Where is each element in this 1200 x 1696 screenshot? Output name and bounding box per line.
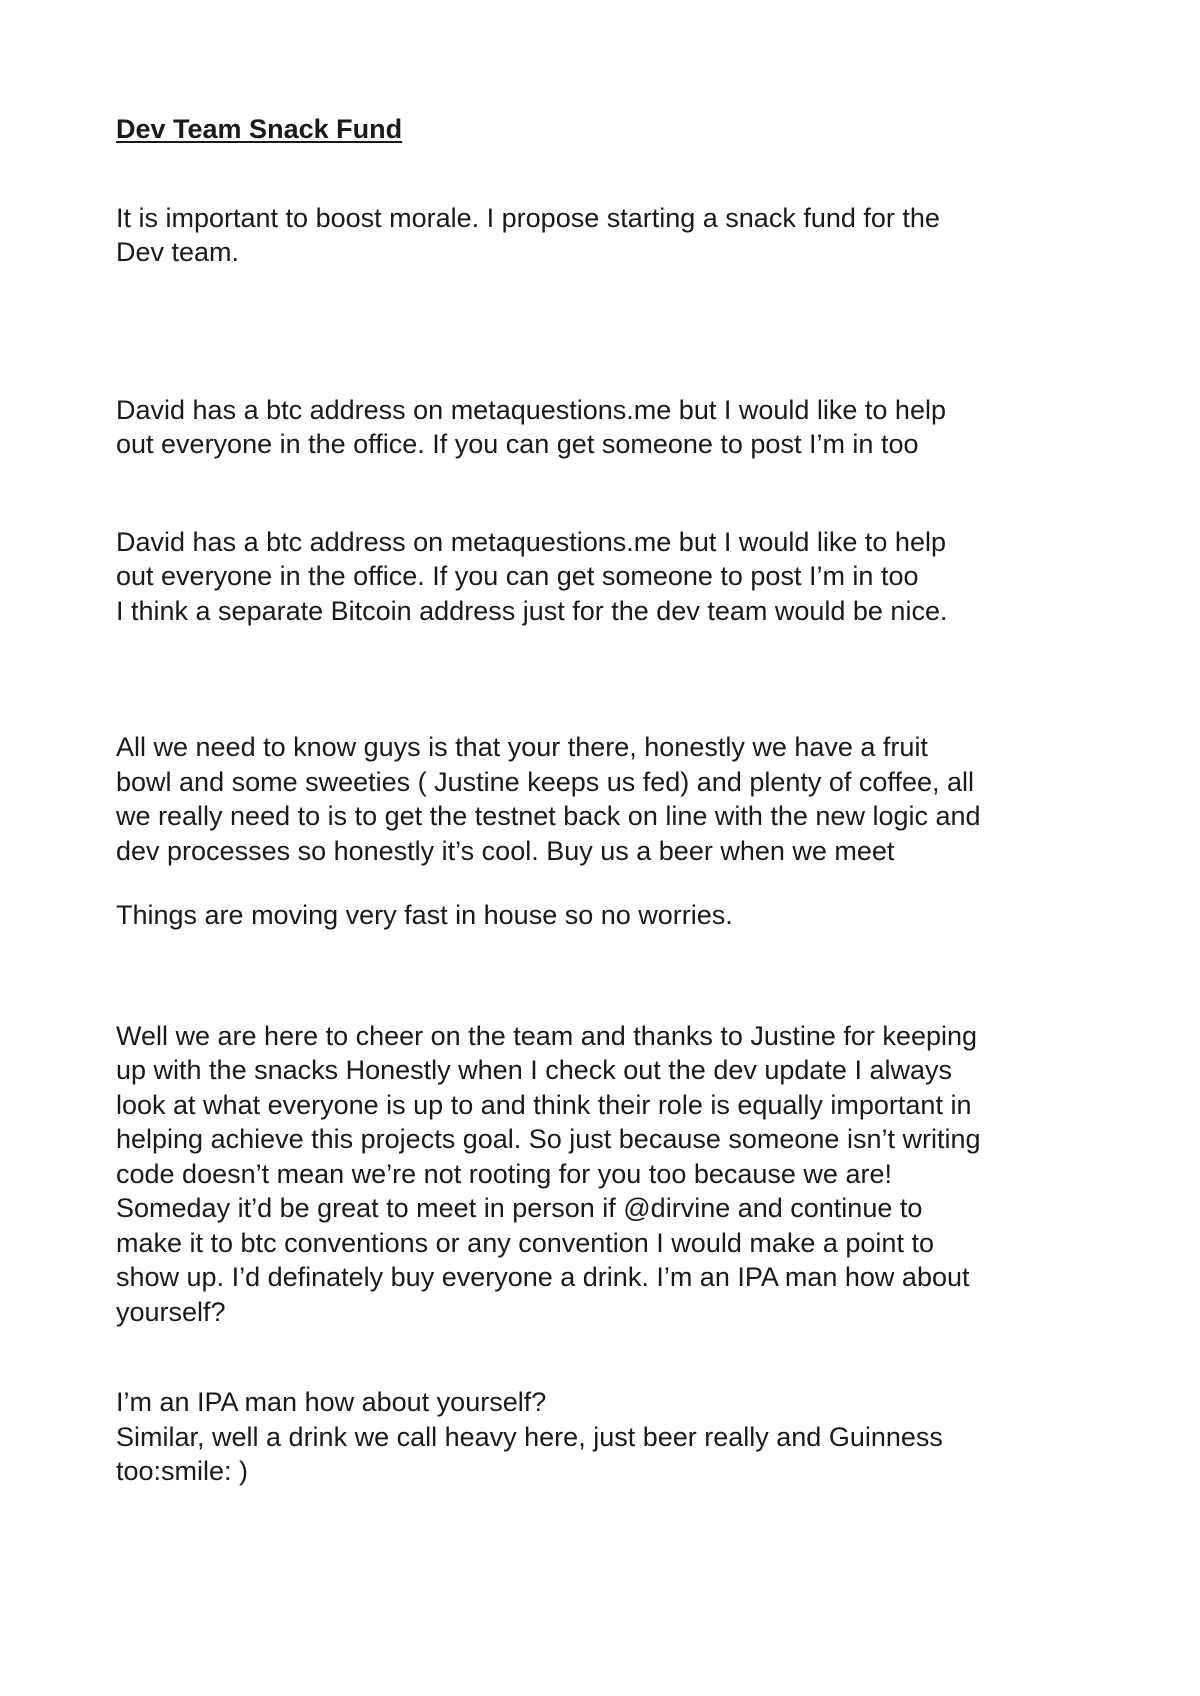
text-line: code doesn’t mean we’re not rooting for you too because we are! (116, 1158, 892, 1189)
paragraph-cheer-on-team (116, 1019, 1116, 1330)
text-line: Someday it’d be great to meet in person if @dirvine and continue to (116, 1193, 923, 1223)
document-title: Dev Team Snack Fund (116, 114, 403, 144)
text-line: look at what everyone is up to and think their role is equally important in (116, 1089, 972, 1120)
text-line: show up. I’d definately buy everyone a drink. I’m an IPA man how about (116, 1262, 970, 1292)
text-line: out everyone in the office. If you can get someone to post I’m in too (116, 429, 919, 459)
text-line: It is important to boost morale. I propose starting a snack fund for the (116, 202, 940, 233)
text-line: Similar, well a drink we call heavy here, just beer really and Guinness (116, 1421, 943, 1452)
paragraph-btc-address (116, 393, 1116, 462)
paragraph-ipa-reply (116, 1385, 1116, 1489)
text-line: out everyone in the office. If you can get someone to post I’m in too (116, 561, 919, 591)
text-line: Dev team. (116, 237, 240, 267)
text-line: up with the snacks Honestly when I check out the dev update I always (116, 1055, 952, 1085)
text-line: Well we are here to cheer on the team and thanks to Justine for keeping (116, 1020, 978, 1051)
text-line: All we need to know guys is that your there, honestly we have a fruit (116, 732, 928, 762)
text-line: bowl and some sweeties ( Justine keeps us fed) and plenty of coffee, all (116, 766, 974, 797)
text-line: yourself? (116, 1296, 226, 1327)
paragraph-intro (116, 201, 1116, 270)
text-line: make it to btc conventions or any convention I would make a point to (116, 1227, 934, 1258)
text-line: David has a btc address on metaquestions.me but I would like to help (116, 526, 946, 557)
text-line: too:smile: ) (116, 1456, 249, 1486)
text-line: helping achieve this projects goal. So just because someone isn’t writing (116, 1124, 981, 1154)
paragraph-fruit-bowl (116, 730, 1116, 868)
text-line: we really need to is to get the testnet back on line with the new logic and (116, 801, 981, 831)
text-line: Things are moving very fast in house so no worries. (116, 900, 733, 930)
document-content (116, 112, 1116, 1489)
text-line: I think a separate Bitcoin address just for the dev team would be nice. (116, 595, 948, 626)
text-line: I’m an IPA man how about yourself? (116, 1387, 547, 1417)
paragraph-btc-address-repeat (116, 525, 1116, 629)
text-line: David has a btc address on metaquestions.me but I would like to help (116, 394, 946, 425)
text-line: dev processes so honestly it’s cool. Buy us a beer when we meet (116, 835, 895, 866)
paragraph-moving-fast (116, 898, 1116, 933)
